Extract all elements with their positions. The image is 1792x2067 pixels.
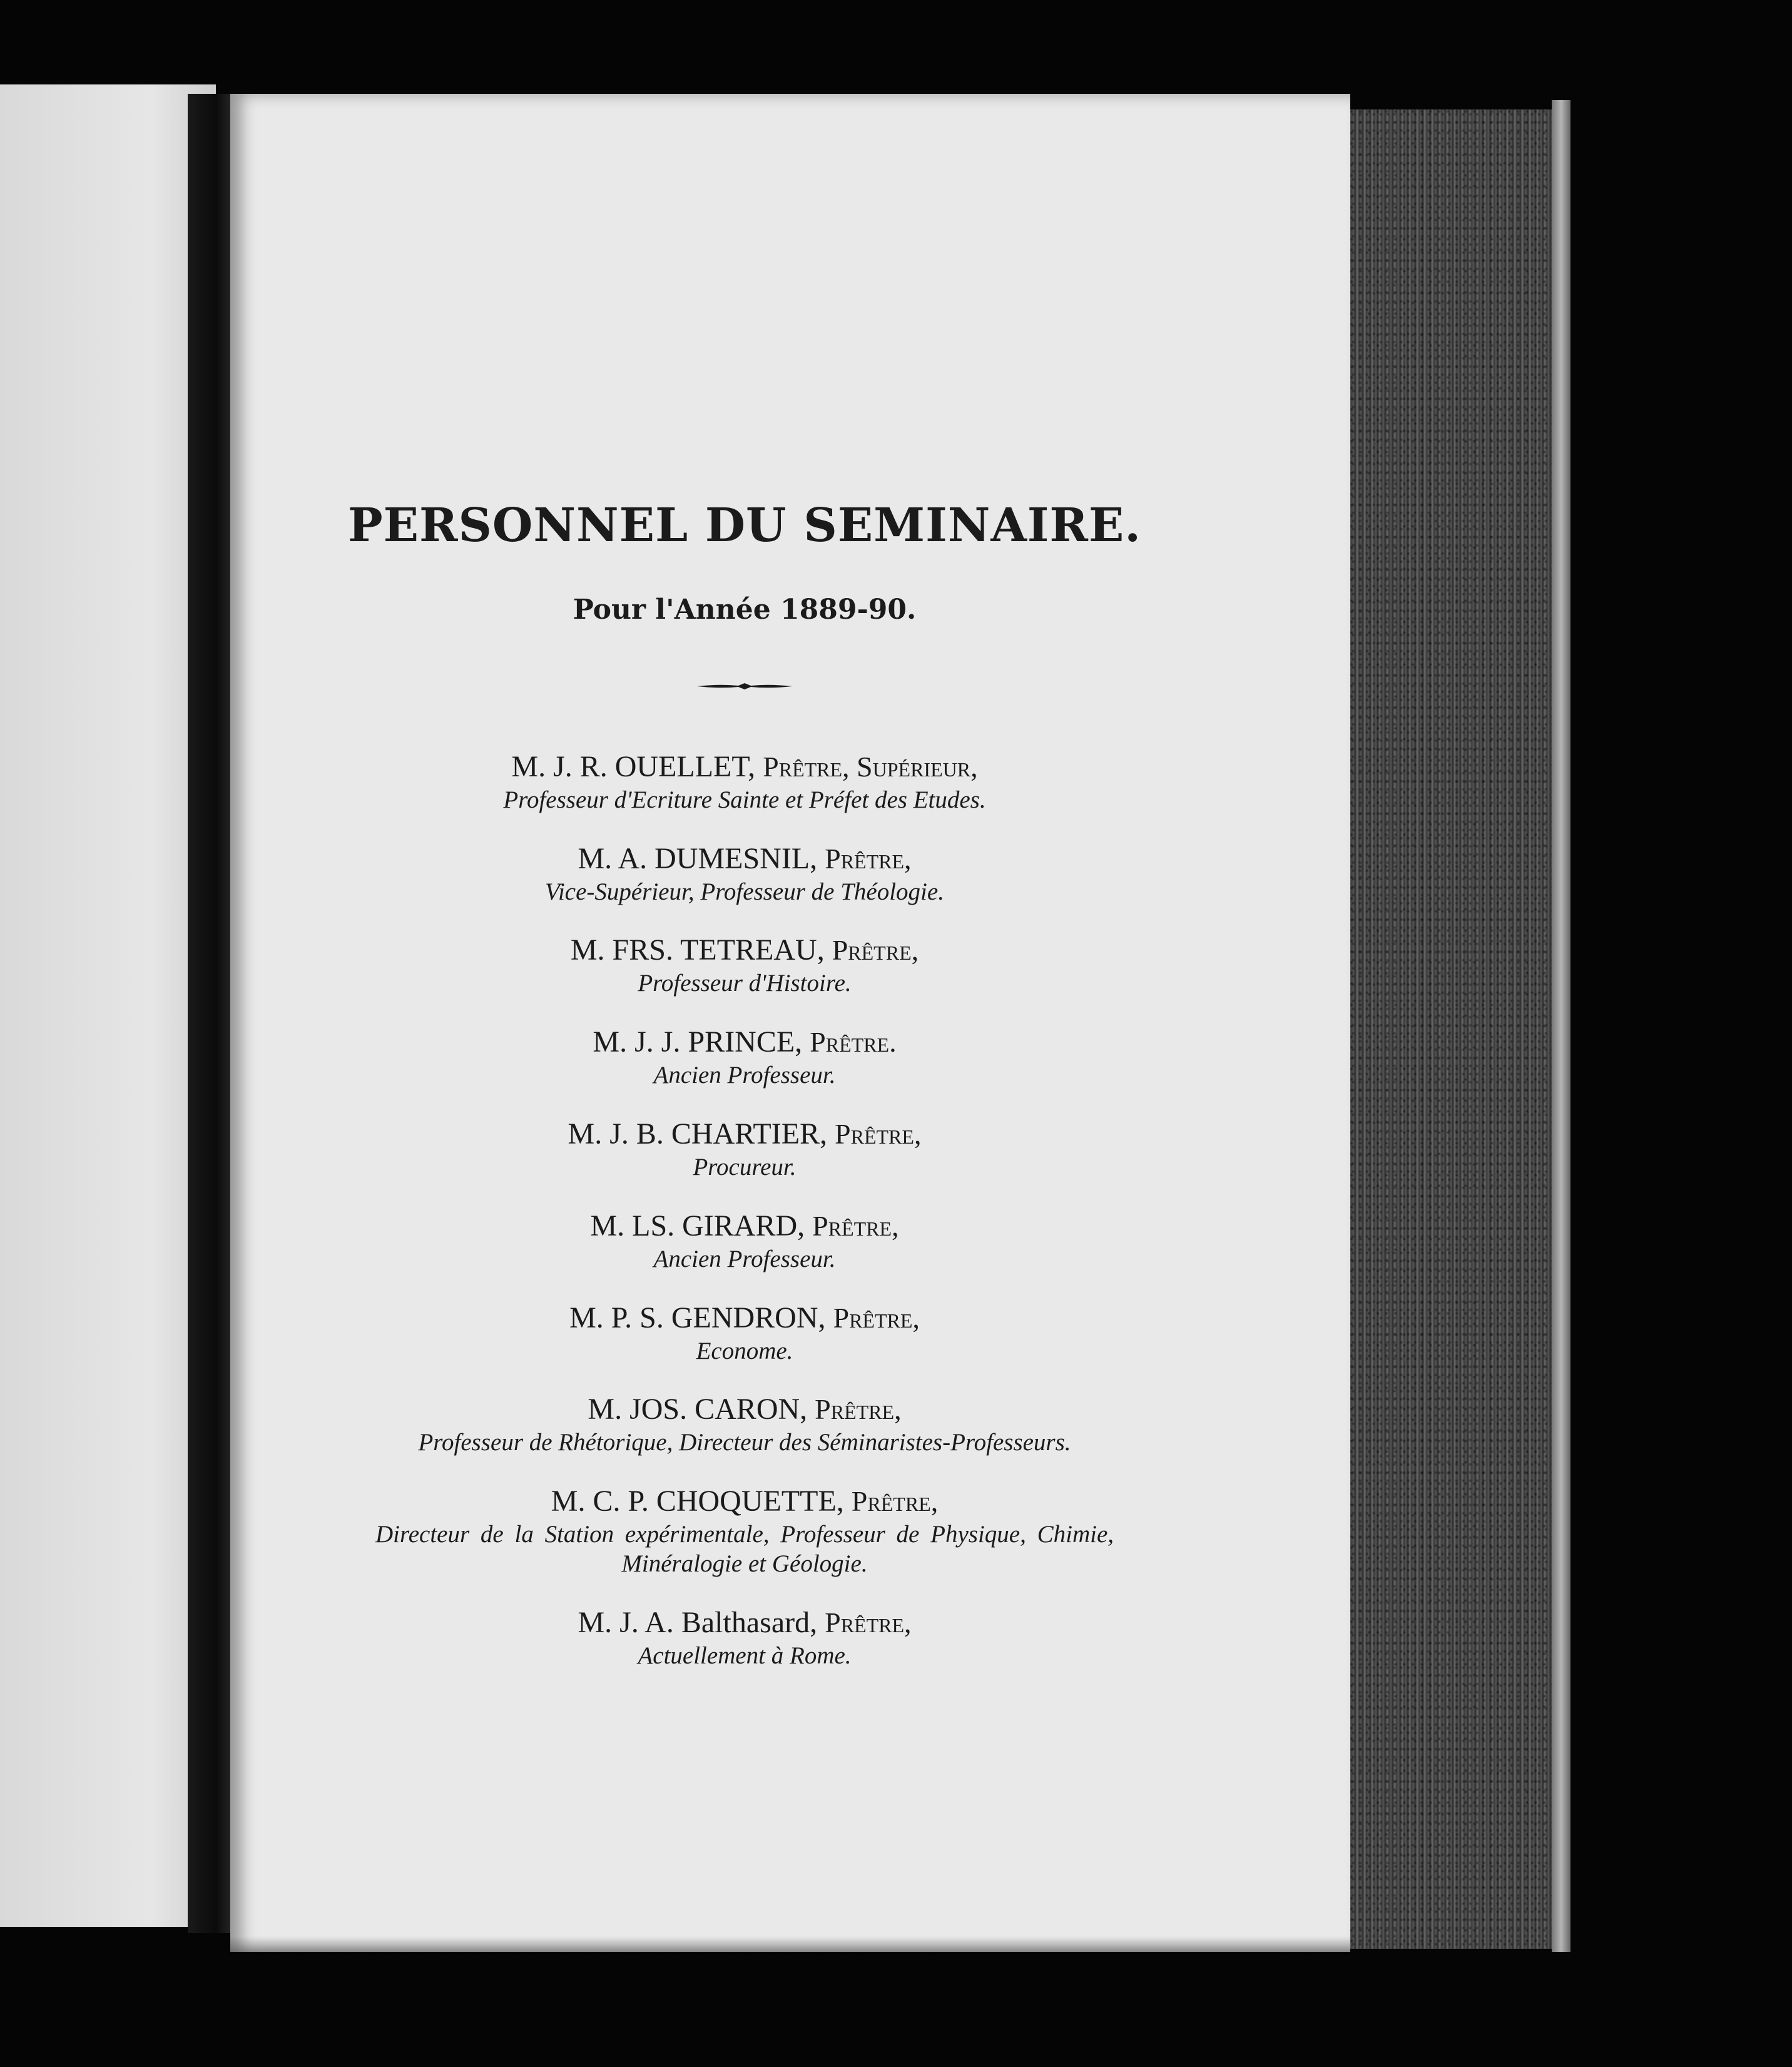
staff-name: M. FRS. TETREAU, [570, 933, 825, 967]
staff-role: Professeur d'Ecriture Sainte et Préfet des Etudes. [503, 786, 986, 813]
staff-name-line [338, 1299, 1151, 1337]
staff-rank: Prêtre, [812, 1209, 899, 1242]
staff-name: M. J. R. OUELLET, [511, 749, 756, 783]
staff-role: Procureur. [693, 1153, 797, 1181]
staff-name-line [338, 840, 1151, 878]
staff-name-line [338, 1023, 1151, 1061]
staff-entry [338, 1604, 1151, 1671]
staff-name: M. J. J. PRINCE, [593, 1025, 803, 1059]
staff-name-line [338, 748, 1151, 786]
staff-entry [338, 1023, 1151, 1090]
staff-role: Ancien Professeur. [653, 1245, 836, 1272]
staff-name: M. JOS. CARON, [588, 1393, 808, 1426]
page-edges-texture [1314, 109, 1571, 1949]
staff-rank: Prêtre, [835, 1117, 922, 1150]
page-subtitle: Pour l'Année 1889-90. [573, 594, 917, 626]
staff-role: Vice-Supérieur, Professeur de Théologie. [545, 878, 944, 905]
staff-rank: Prêtre, [825, 842, 912, 875]
staff-name-line [338, 932, 1151, 969]
staff-role: Directeur de la Station expérimentale, Professeur de Physique, Chimie, Minéralogie et Géologie. [375, 1521, 1114, 1577]
staff-entry [338, 748, 1151, 815]
staff-rank: Prêtre, Supérieur, [763, 750, 978, 783]
staff-name-line [338, 1483, 1151, 1520]
staff-entry [338, 1391, 1151, 1458]
staff-rank: Prêtre, [825, 1606, 912, 1638]
ornament-divider-icon [695, 681, 795, 692]
book-gutter [188, 94, 235, 1933]
staff-name: M. P. S. GENDRON, [569, 1301, 826, 1334]
staff-rank: Prêtre, [833, 1301, 920, 1334]
staff-entry [338, 1115, 1151, 1182]
staff-name: M. J. A. Balthasard, [578, 1605, 818, 1639]
staff-name: M. A. DUMESNIL, [578, 841, 818, 875]
page-title: PERSONNEL DU SEMINAIRE. [347, 499, 1142, 552]
staff-name: M. J. B. CHARTIER, [568, 1117, 828, 1150]
staff-name: M. LS. GIRARD, [590, 1209, 805, 1242]
left-page [0, 84, 216, 1927]
staff-role: Professeur d'Histoire. [638, 970, 852, 997]
staff-name-line [338, 1207, 1151, 1245]
staff-list [338, 748, 1151, 1671]
page-content [338, 500, 1151, 1696]
staff-entry [338, 932, 1151, 998]
staff-rank: Prêtre, [832, 934, 919, 967]
staff-rank: Prêtre, [851, 1485, 939, 1518]
staff-role: Econome. [696, 1337, 793, 1364]
staff-name-line [338, 1391, 1151, 1428]
staff-role: Ancien Professeur. [653, 1062, 836, 1089]
cover-rim [1552, 100, 1571, 1952]
staff-entry [338, 1483, 1151, 1579]
staff-entry [338, 840, 1151, 907]
staff-entry [338, 1299, 1151, 1366]
staff-rank: Prêtre. [810, 1026, 897, 1059]
staff-role: Professeur de Rhétorique, Directeur des Séminaristes-Professeurs. [418, 1429, 1071, 1456]
staff-role: Actuellement à Rome. [638, 1642, 852, 1669]
staff-name-line [338, 1604, 1151, 1642]
staff-rank: Prêtre, [815, 1393, 902, 1426]
staff-name: M. C. P. CHOQUETTE, [551, 1485, 844, 1518]
staff-name-line [338, 1115, 1151, 1153]
page-bottom-shadow [230, 1936, 1350, 1955]
staff-entry [338, 1207, 1151, 1274]
